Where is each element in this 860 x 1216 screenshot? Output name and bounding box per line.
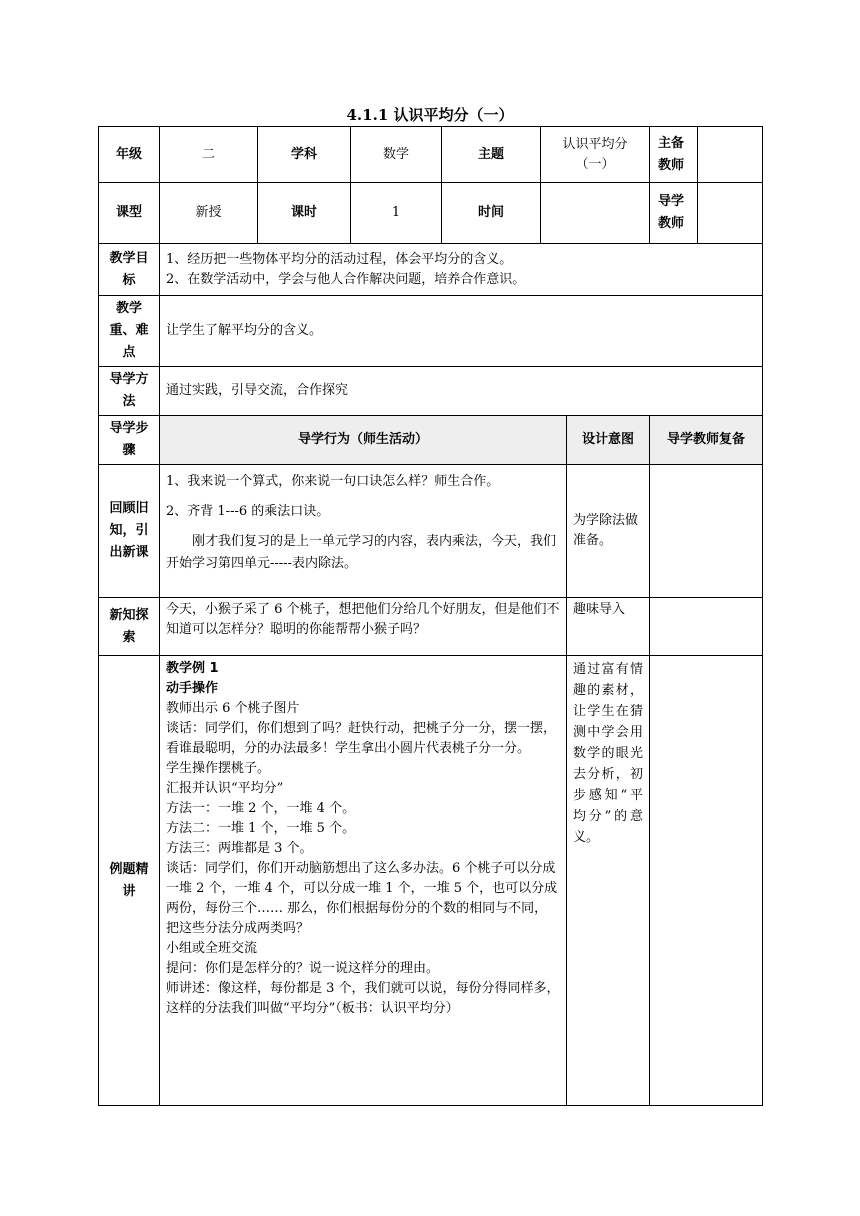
method-content: 通过实践，引导交流，合作探究 [160, 367, 763, 416]
activity-column-header: 导学行为（师生活动） [160, 416, 567, 465]
example-line: 方法三：两堆都是 3 个。 [166, 841, 313, 856]
lead-teacher-value [698, 127, 763, 183]
example-line: 谈话：同学们，你们想到了吗？赶快行动，把桃子分一分，摆一摆，看谁最聪明，分的办法最多！学生拿出小圆片代表桃子分一分。 [166, 721, 557, 756]
objectives-row [99, 244, 763, 296]
review-teacher-notes [650, 465, 763, 598]
explore-row [99, 598, 763, 656]
key-points-content: 让学生了解平均分的含义。 [160, 296, 763, 367]
objectives-content [160, 244, 763, 296]
type-value: 新授 [160, 183, 258, 244]
time-label: 时间 [442, 183, 541, 244]
review-line: 1、我来说一个算式，你来说一句口诀怎么样？师生合作。 [166, 474, 500, 489]
example-teacher-notes [650, 656, 763, 1106]
example-subheading: 动手操作 [166, 681, 219, 696]
example-line: 小组或全班交流 [166, 941, 258, 956]
lead-teacher-label: 主备教师 [650, 127, 698, 183]
example-intent: 通过富有情趣的素材，让学生在猜测中学会用数学的眼光去分析，初步感知“平均分”的意义。 [567, 656, 650, 1106]
example-line: 师讲述：像这样，每份都是 3 个，我们就可以说，每份分得同样多，这样的分法我们叫做“平均分”（板书：认识平均分） [166, 981, 560, 1016]
type-label: 课型 [99, 183, 160, 244]
example-line: 学生操作摆桃子。 [166, 761, 271, 776]
subject-value: 数学 [351, 127, 442, 183]
key-points-row [99, 296, 763, 367]
review-row [99, 465, 763, 598]
grade-value: 二 [160, 127, 258, 183]
explore-intent: 趣味导入 [567, 598, 650, 656]
method-row [99, 367, 763, 416]
steps-label: 导学步骤 [99, 416, 160, 465]
lesson-plan-table [98, 126, 763, 1106]
explore-teacher-notes [650, 598, 763, 656]
method-label: 导学方法 [99, 367, 160, 416]
example-content [160, 656, 567, 1106]
example-heading: 教学例 1 [166, 661, 219, 676]
example-label: 例题精讲 [99, 656, 160, 1106]
example-row [99, 656, 763, 1106]
period-value: 1 [351, 183, 442, 244]
guide-teacher-label: 导学教师 [650, 183, 698, 244]
steps-header-row [99, 416, 763, 465]
key-points-label: 教学重、难点 [99, 296, 160, 367]
intent-column-header: 设计意图 [567, 416, 650, 465]
example-line: 方法二：一堆 1 个，一堆 5 个。 [166, 821, 356, 836]
topic-value: 认识平均分（一） [541, 127, 650, 183]
review-line: 2、齐背 1---6 的乘法口诀。 [166, 504, 330, 519]
example-line: 汇报并认识“平均分” [166, 781, 284, 796]
review-intent: 为学除法做准备。 [567, 465, 650, 598]
example-line: 谈话：同学们，你们开动脑筋想出了这么多办法。6 个桃子可以分成一堆 2 个，一堆 4 个，可以分成一堆 1 个，一堆 5 个，也可以分成两份，每份三个…… 那么，你们根据每份分的个数的相同与不同，把这些分法分成两类吗？ [166, 861, 558, 936]
explore-label: 新知探索 [99, 598, 160, 656]
example-line: 提问：你们是怎样分的？说一说这样分的理由。 [166, 961, 440, 976]
guide-teacher-value [698, 183, 763, 244]
time-value [541, 183, 650, 244]
period-label: 课时 [258, 183, 351, 244]
review-content [160, 465, 567, 598]
objective-line: 2、在数学活动中，学会与他人合作解决问题，培养合作意识。 [166, 271, 526, 287]
objectives-label: 教学目标 [99, 244, 160, 296]
explore-content: 今天，小猴子采了 6 个桃子，想把他们分给几个好朋友，但是他们不知道可以怎样分？聪明的你能帮帮小猴子吗？ [160, 598, 567, 656]
review-line: 刚才我们复习的是上一单元学习的内容，表内乘法，今天，我们开始学习第四单元-----表内除法。 [166, 534, 557, 571]
header-row-1 [99, 127, 763, 183]
example-line: 方法一：一堆 2 个，一堆 4 个。 [166, 801, 356, 816]
header-row-2 [99, 183, 763, 244]
subject-label: 学科 [258, 127, 351, 183]
example-line: 教师出示 6 个桃子图片 [166, 701, 300, 716]
review-label: 回顾旧知，引出新课 [99, 465, 160, 598]
objective-line: 1、经历把一些物体平均分的活动过程，体会平均分的含义。 [166, 251, 513, 267]
topic-label: 主题 [442, 127, 541, 183]
review-column-header: 导学教师复备 [650, 416, 763, 465]
grade-label: 年级 [99, 127, 160, 183]
page-title: 4.1.1 认识平均分（一） [346, 106, 514, 124]
